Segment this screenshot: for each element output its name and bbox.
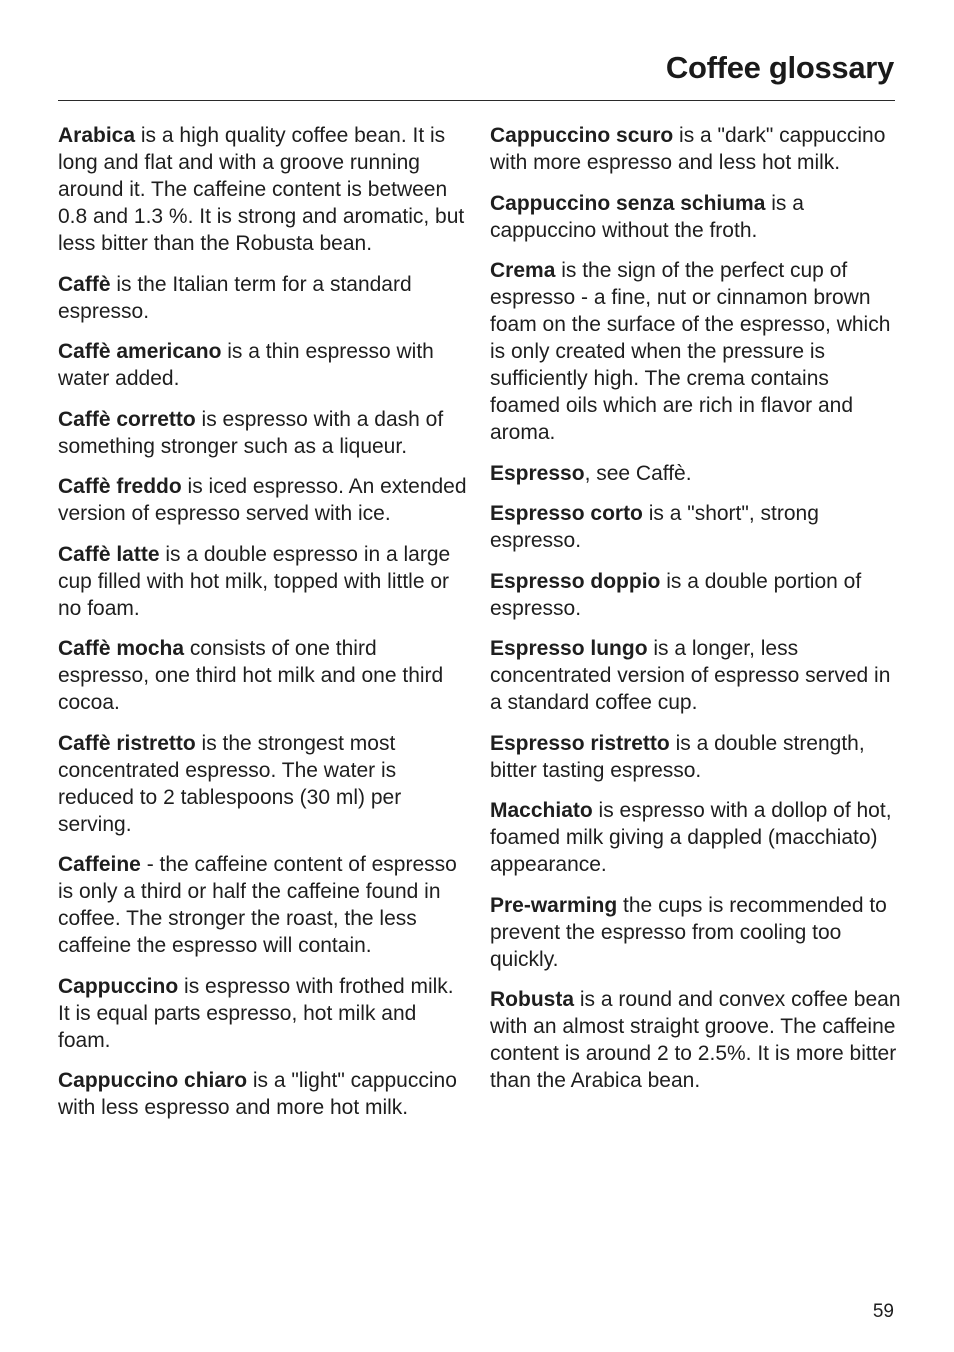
glossary-term: Caffeine [58, 853, 141, 876]
glossary-entry-arabica [58, 122, 470, 257]
glossary-entry-caffe-mocha [58, 635, 470, 716]
page-title: Coffee glossary [665, 50, 894, 85]
glossary-entry-caffe [58, 271, 470, 325]
glossary-definition: is espresso with a dollop of hot, foamed milk giving a dappled (macchiato) appearance. [490, 799, 892, 876]
glossary-definition: is a high quality coffee bean. It is long and flat and with a groove running around it. The caffeine content is between 0.8 and 1.3 %. It is strong and aromatic, but less bitter than the Robusta bean. [58, 124, 465, 255]
glossary-definition: is a "short", strong espresso. [490, 502, 819, 552]
glossary-definition: is a double strength, bitter tasting espresso. [490, 731, 865, 782]
glossary-definition: is a "light" cappuccino with less espresso and more hot milk. [58, 1069, 457, 1119]
glossary-entry-robusta [490, 986, 902, 1094]
glossary-term: Caffè freddo [58, 475, 182, 498]
glossary-entry-cappuccino-senza-schiuma [490, 190, 902, 244]
glossary-definition: is the Italian term for a standard espresso. [58, 272, 412, 323]
glossary-entry-caffe-corretto [58, 406, 470, 460]
glossary-term: Robusta [490, 988, 574, 1011]
glossary-entry-caffe-ristretto [58, 730, 470, 838]
glossary-definition: is a double portion of espresso. [490, 569, 862, 620]
page-number: 59 [872, 1301, 894, 1322]
glossary-definition: , see Caffè. [584, 461, 692, 485]
glossary-entry-cappuccino-chiaro [58, 1067, 470, 1121]
glossary-term: Cappuccino senza schiuma [490, 191, 766, 215]
glossary-term: Espresso corto [490, 502, 643, 525]
glossary-entry-caffe-americano [58, 338, 470, 392]
glossary-term: Cappuccino [58, 974, 179, 998]
glossary-term: Caffè [58, 272, 111, 296]
glossary-term: Caffè mocha [58, 637, 185, 660]
glossary-term: Pre-warming [490, 893, 618, 917]
glossary-definition: consists of one third espresso, one third hot milk and one third cocoa. [58, 637, 444, 714]
glossary-definition: is a "dark" cappuccino with more espresso and less hot milk. [490, 124, 886, 174]
glossary-entry-macchiato [490, 797, 902, 878]
glossary-term: Cappuccino chiaro [58, 1069, 248, 1092]
glossary-left-column [58, 122, 470, 1135]
glossary-right-column [490, 122, 902, 1108]
glossary-entry-espresso-ristretto [490, 730, 902, 784]
glossary-term: Crema [490, 259, 556, 282]
glossary-entry-caffe-freddo [58, 473, 470, 527]
glossary-entry-caffeine [58, 851, 470, 959]
glossary-entry-crema [490, 257, 902, 446]
glossary-definition: is iced espresso. An extended version of espresso served with ice. [58, 475, 467, 525]
glossary-entry-cappuccino-scuro [490, 122, 902, 176]
glossary-entry-espresso-lungo [490, 635, 902, 716]
glossary-term: Espresso lungo [490, 637, 648, 660]
glossary-definition: is the sign of the perfect cup of espresso - a fine, nut or cinnamon brown foam on the surface of the espresso, which is only created when the pressure is sufficiently high. The crema contains foamed oils which are rich in flavor and aroma. [490, 259, 891, 444]
glossary-definition: is espresso with a dash of something stronger such as a liqueur. [58, 407, 444, 458]
glossary-definition: is a round and convex coffee bean with an almost straight groove. The caffeine content is around 2 to 2.5%. It is more bitter than the Arabica bean. [490, 988, 901, 1092]
glossary-definition: is espresso with frothed milk. It is equal parts espresso, hot milk and foam. [58, 974, 454, 1052]
glossary-definition: is a thin espresso with water added. [58, 340, 434, 390]
glossary-term: Caffè latte [58, 542, 160, 566]
glossary-term: Cappuccino scuro [490, 124, 674, 147]
glossary-definition: is a cappuccino without the froth. [490, 191, 804, 242]
glossary-definition: is the strongest most concentrated espresso. The water is reduced to 2 tablespoons (30 ml) per serving. [58, 731, 402, 836]
glossary-term: Espresso ristretto [490, 731, 670, 755]
glossary-term: Espresso [490, 461, 585, 485]
glossary-definition: - the caffeine content of espresso is only a third or half the caffeine found in coffee. The stronger the roast, the less caffeine the espresso will contain. [58, 853, 457, 957]
title-divider [58, 100, 895, 101]
glossary-definition: the cups is recommended to prevent the espresso from cooling too quickly. [490, 893, 887, 971]
glossary-definition: is a double espresso in a large cup filled with hot milk, topped with little or no foam. [58, 542, 451, 620]
glossary-entry-espresso [490, 460, 902, 487]
glossary-term: Caffè ristretto [58, 731, 196, 755]
glossary-term: Arabica [58, 124, 136, 147]
glossary-entry-espresso-doppio [490, 568, 902, 622]
glossary-term: Espresso doppio [490, 569, 661, 593]
glossary-term: Caffè corretto [58, 407, 196, 431]
glossary-entry-espresso-corto [490, 500, 902, 554]
glossary-entry-cappuccino [58, 973, 470, 1054]
glossary-term: Macchiato [490, 799, 593, 822]
glossary-definition: is a longer, less concentrated version of espresso served in a standard coffee cup. [490, 637, 891, 714]
glossary-entry-caffe-latte [58, 541, 470, 622]
glossary-term: Caffè americano [58, 340, 222, 363]
glossary-entry-pre-warming [490, 892, 902, 973]
